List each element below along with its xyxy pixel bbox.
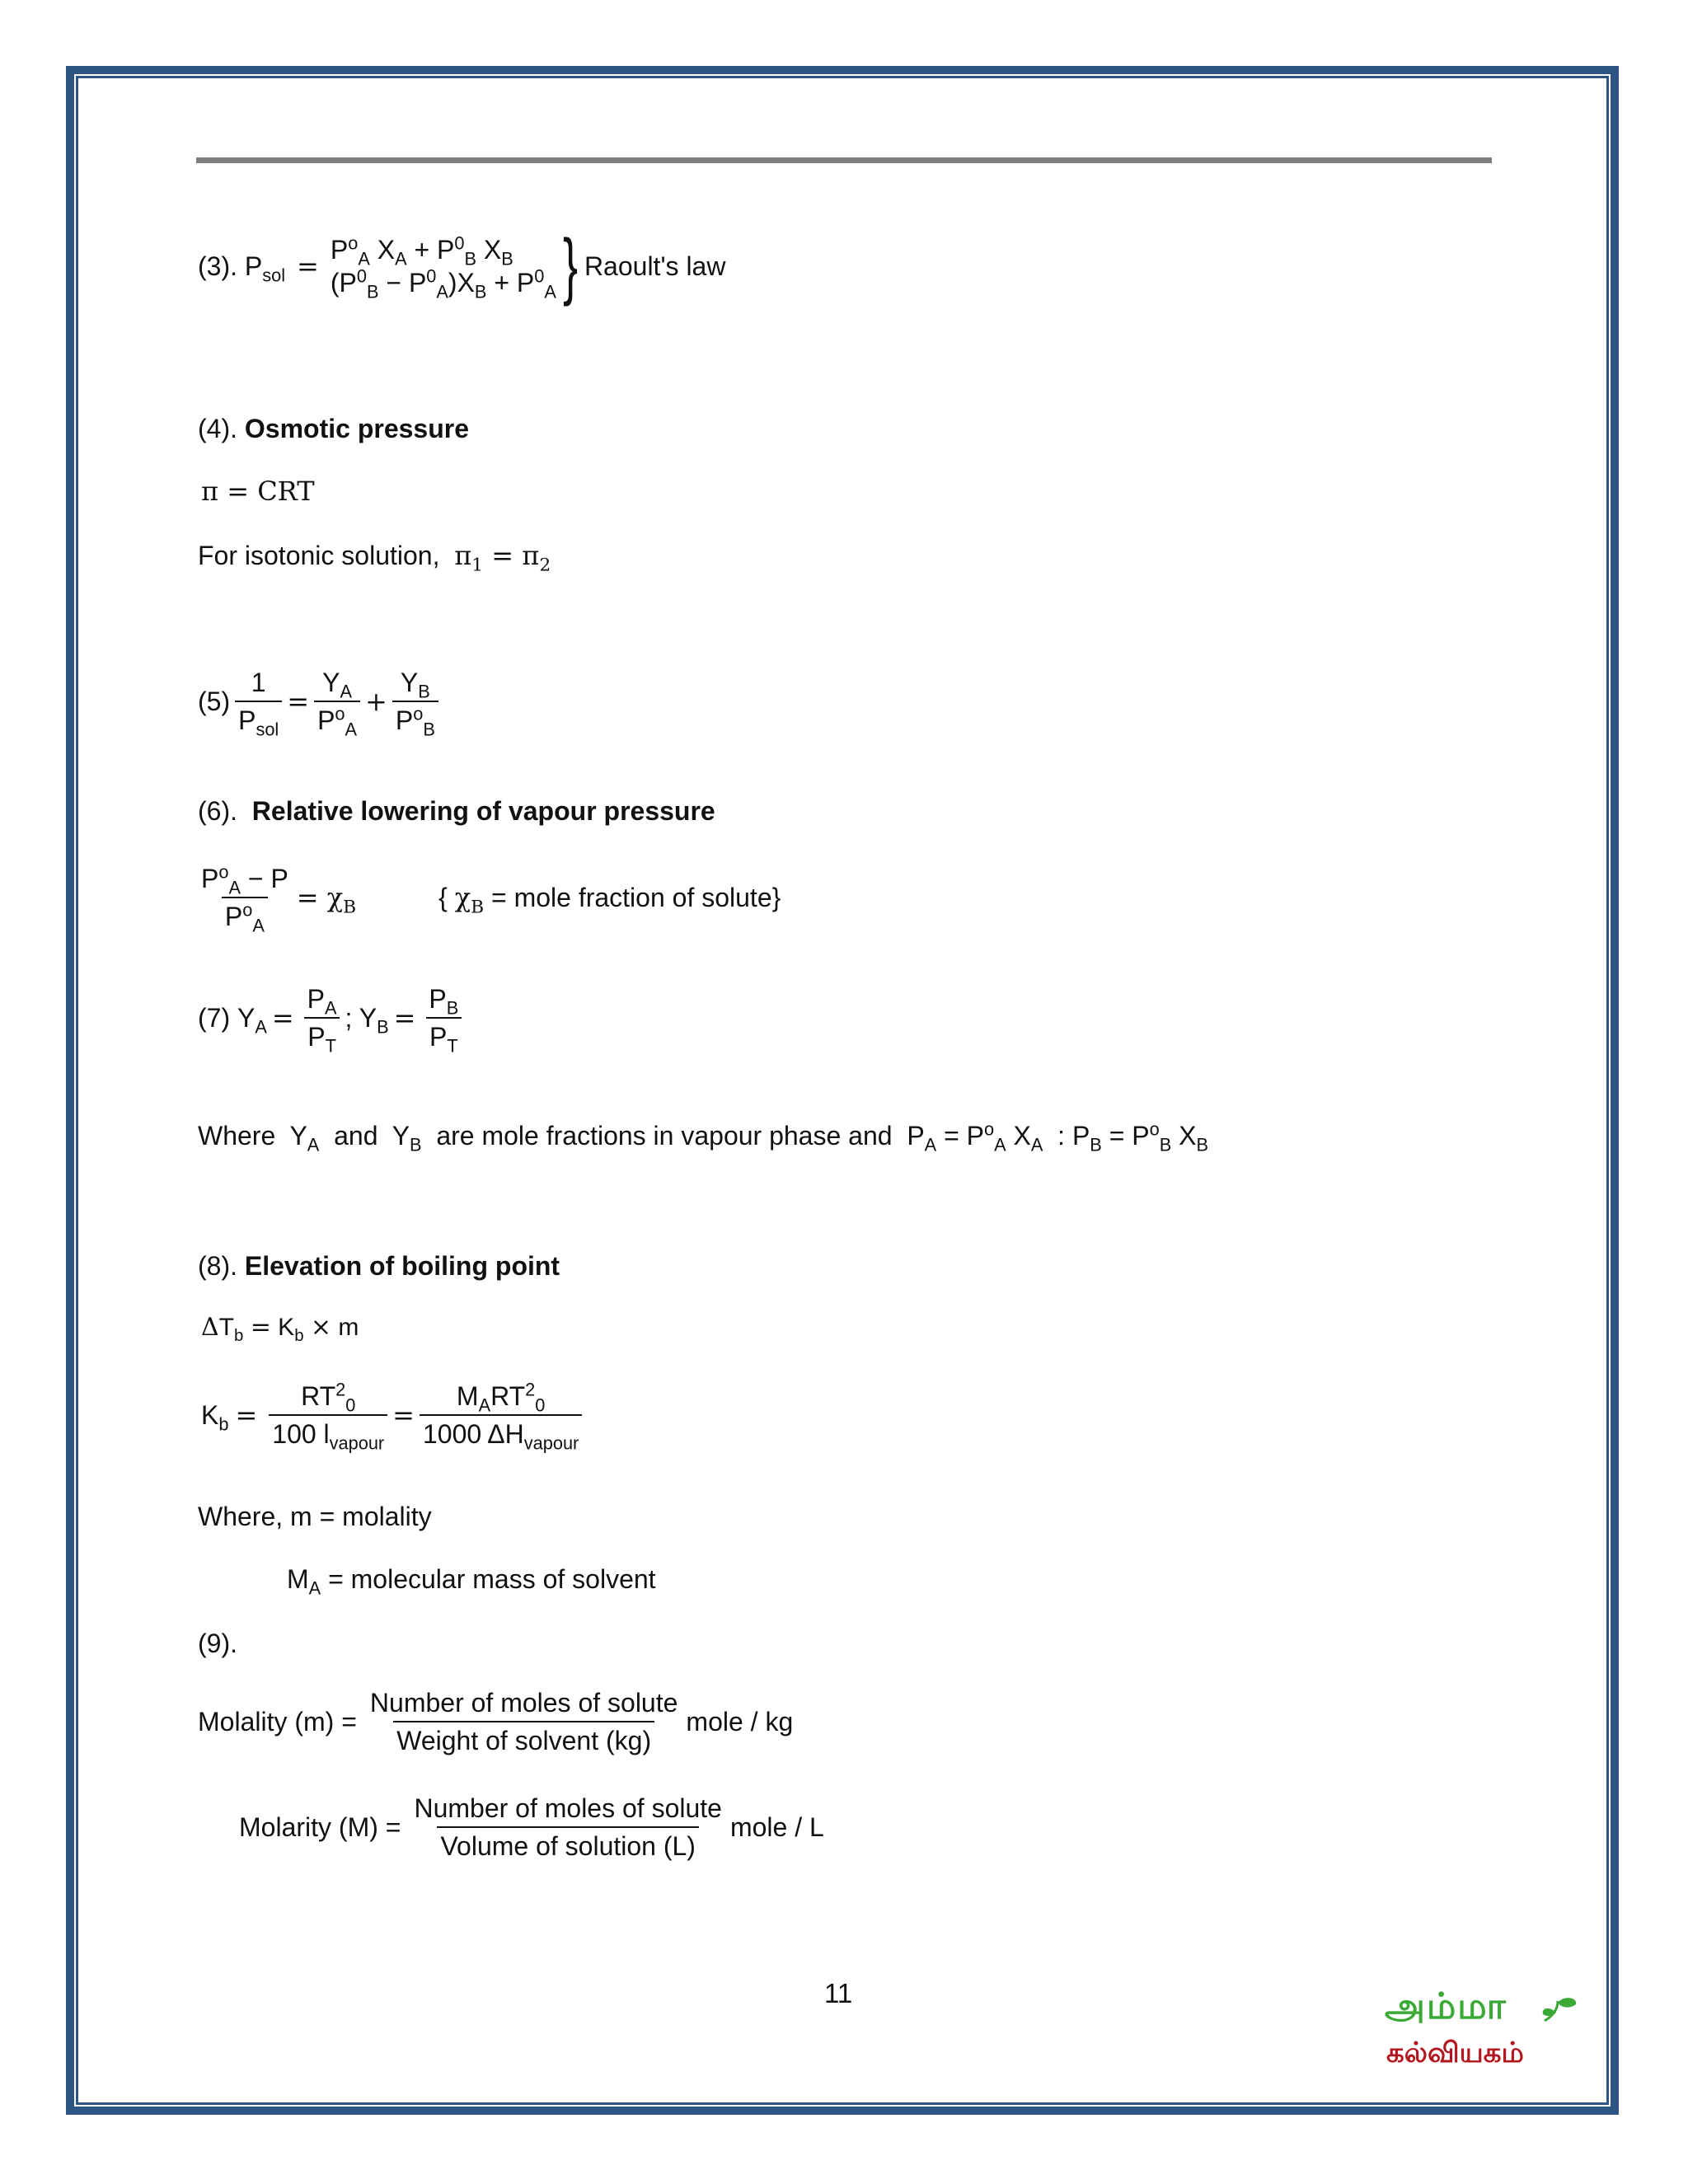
eq4-formula: π = CRT [201,476,315,507]
header-rule [196,157,1492,163]
logo [1385,1986,1582,2077]
eq6-title: Relative lowering of vapour pressure [251,796,715,826]
equation-4-heading: (4). Osmotic pressure [198,414,469,443]
equation-5: (5) $\frac{1}{P_{sol}}$ = $\frac{Y_A}{P^o_A}$ + $\frac{Y_B}{P^o_B}$ [198,669,443,733]
eq7-where: Where $Y_A$ and $Y_B$ are mole fractions in vapour phase and $P_A = P^o_A$ $X_A$ : $P_B = P^o_B$ $X_B$ [198,1118,1208,1155]
eq5-label: (5) [198,687,231,716]
eq6-note: = mole fraction of solute} [490,883,781,912]
logo-line1: அம்மா [1385,1986,1507,2027]
eq7-label: (7) [198,1003,231,1033]
eq3-note: Raoult's law [584,251,726,281]
equation-7: (7) $Y_A$ = $\frac{P_A}{P_T}$ ; $Y_B$ = $\frac{P_B}{P_T}$ [198,986,467,1050]
right-brace-icon: } [562,225,578,307]
eq4-isotonic: For isotonic solution, $\pi_1 = \pi_2$ [198,540,551,576]
eq8-formula: $\Delta T_b = K_b \times m$ [201,1313,359,1345]
eq8-ma: $M_A$ = molecular mass of solvent [287,1564,656,1599]
equation-6-heading: (6). Relative lowering of vapour pressure [198,796,715,826]
eq9-molarity: Molarity (M) = $\frac{\text{Number of moles of solute}}{\text{Volume of solution (L)}}$ mole / L [239,1793,824,1861]
equation-3: (3). $P_{sol}$ = $P^o_A$ $X_A + P^0_B$ $X_B$ $(P^0_B - P^0_A)X_B + P^0_A$ } Raoult's law [198,225,726,307]
eq3-lhs: $P_{sol}$ [244,251,286,286]
equation-6: $\frac{P^o_A - P}{P^o_A}$ = $\chi_B$ { $\chi_B$ = mole fraction of solute} [201,861,781,936]
eq9-molality: Molality (m) = $\frac{\text{Number of moles of solute}}{\text{Weight of solvent (kg)}}$ mole / kg [198,1688,794,1755]
eq8-title: Elevation of boiling point [244,1251,560,1281]
eq8-where: Where, m = molality [198,1502,432,1531]
equation-9-label: (9). [198,1629,237,1658]
logo-line2: கல்வியகம் [1386,2037,1524,2069]
eq3-label: (3). [198,251,237,281]
leaf-icon [1541,1996,1579,2024]
equation-8-heading: (8). Elevation of boiling point [198,1251,560,1281]
eq4-title: Osmotic pressure [244,414,469,443]
page-number: 11 [824,1978,853,2008]
eq8-kb: $K_b$ = $\frac{RT^2_0}{100 l_{vapour}}$ = $\frac{M_ART^2_0}{1000 \Delta H_{vapour}}$ [201,1383,587,1447]
